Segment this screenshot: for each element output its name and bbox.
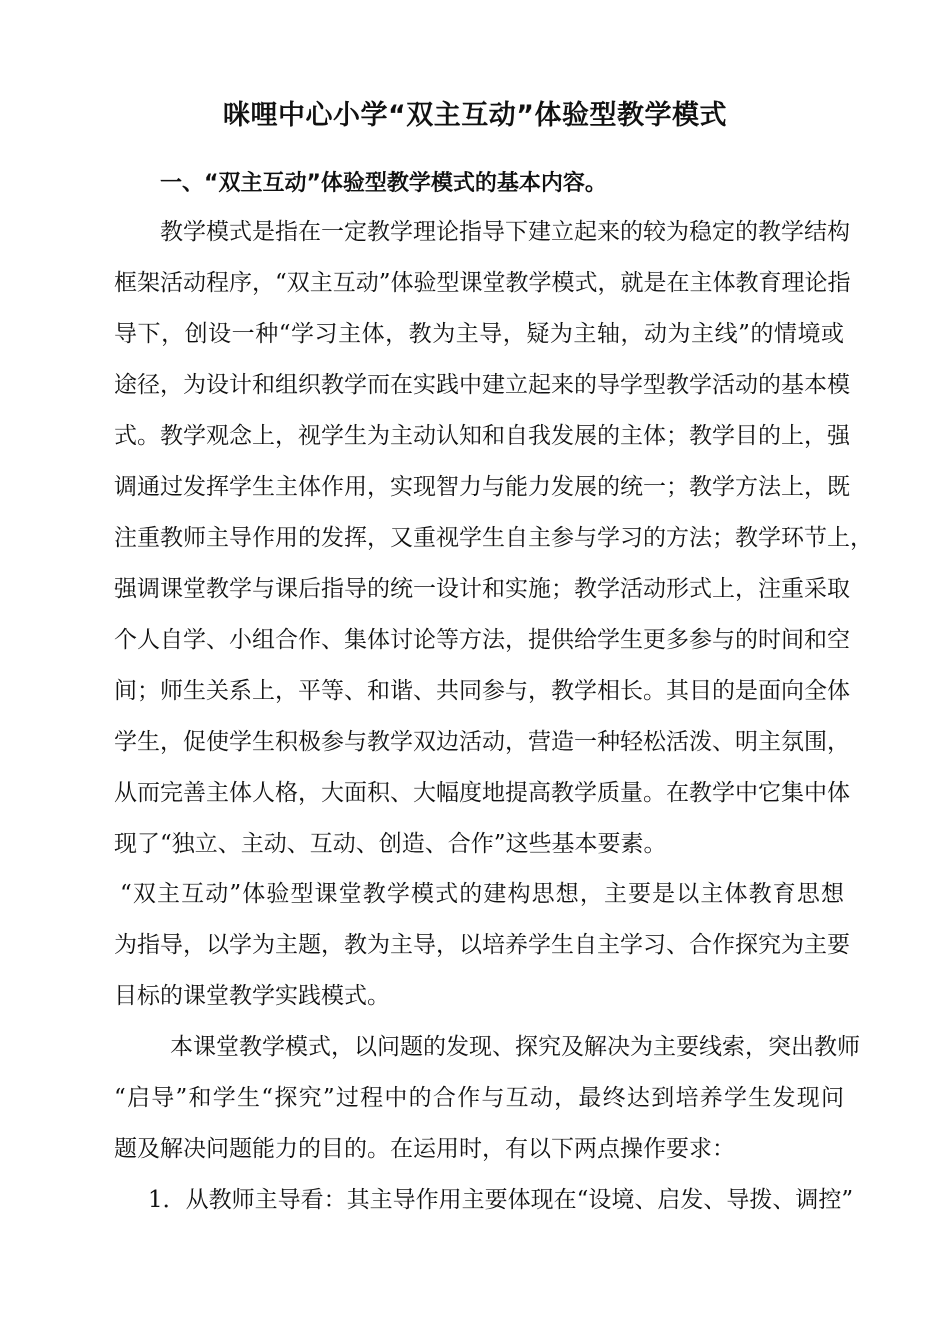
paragraph-line: 本课堂教学模式，以问题的发现、探究及解决为主要线索，突出教师 [170,1034,860,1060]
paragraph-line: 途径，为设计和组织教学而在实践中建立起来的导学型教学活动的基本模 [114,372,850,398]
paragraph-line: 学生，促使学生积极参与教学双边活动，营造一种轻松活泼、明主氛围， [114,729,850,755]
list-item-1: 1．从教师主导看：其主导作用主要体现在“设境、启发、导拨、调控” [148,1187,854,1213]
paragraph-line: 现了“独立、主动、互动、创造、合作”这些基本要素。 [114,831,667,857]
paragraph-line: 式。教学观念上，视学生为主动认知和自我发展的主体；教学目的上，强 [114,423,850,449]
paragraph-line: 为指导，以学为主题，教为主导，以培养学生自主学习、合作探究为主要 [114,932,850,958]
paragraph-line: 框架活动程序，“双主互动”体验型课堂教学模式，就是在主体教育理论指 [114,270,851,296]
paragraph-line: “启导”和学生“探究”过程中的合作与互动，最终达到培养学生发现问 [114,1085,844,1111]
section-heading: 一、“双主互动”体验型教学模式的基本内容。 [160,171,607,196]
paragraph-line: 强调课堂教学与课后指导的统一设计和实施；教学活动形式上，注重采取 [114,576,850,602]
paragraph-line: 导下，创设一种“学习主体，教为主导，疑为主轴，动为主线”的情境或 [114,321,844,347]
paragraph-line: 从而完善主体人格，大面积、大幅度地提高教学质量。在教学中它集中体 [114,780,850,806]
paragraph-line: 目标的课堂教学实践模式。 [114,983,390,1009]
document-title: 咪哩中心小学“双主互动”体验型教学模式 [223,100,727,131]
paragraph-line: 教学模式是指在一定教学理论指导下建立起来的较为稳定的教学结构 [160,219,850,245]
paragraph-line: “双主互动”体验型课堂教学模式的建构思想，主要是以主体教育思想 [120,881,844,907]
paragraph-line: 间；师生关系上，平等、和谐、共同参与，教学相长。其目的是面向全体 [114,678,850,704]
paragraph-line: 个人自学、小组合作、集体讨论等方法，提供给学生更多参与的时间和空 [114,627,850,653]
paragraph-line: 题及解决问题能力的目的。在运用时，有以下两点操作要求： [114,1136,735,1162]
paragraph-line: 注重教师主导作用的发挥，又重视学生自主参与学习的方法；教学环节上， [114,525,873,551]
paragraph-line: 调通过发挥学生主体作用，实现智力与能力发展的统一；教学方法上，既 [114,474,850,500]
